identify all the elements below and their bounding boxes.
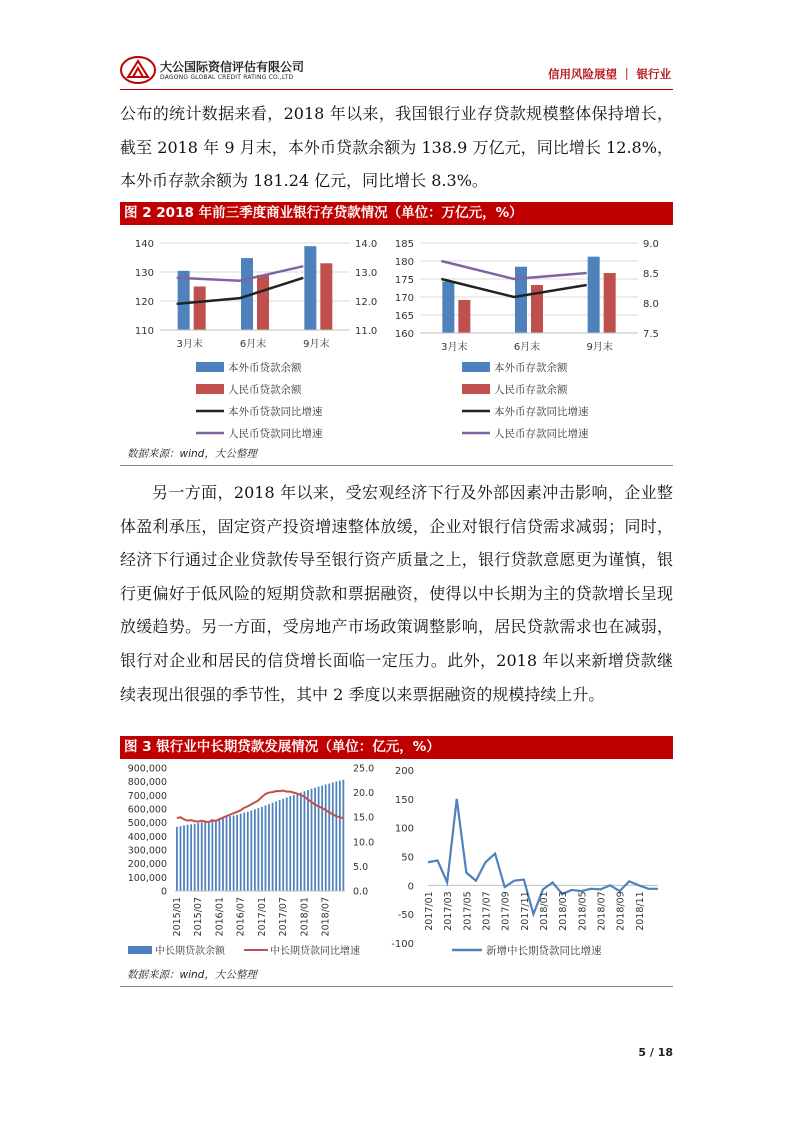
bar-中长期贷款余额 [194,824,196,891]
legend-label: 中长期贷款余额 [155,946,225,957]
fig3-newloans-chart [390,760,673,965]
bar-中长期贷款余额 [311,789,313,891]
y-right-tick-label: 25.0 [353,763,375,775]
bar-中长期贷款余额 [321,786,323,891]
bar-中长期贷款余额 [272,803,274,891]
bar-中长期贷款余额 [268,804,270,891]
y-left-tick-label: 600,000 [127,804,167,816]
bar-中长期贷款余额 [307,790,309,891]
bar-中长期贷款余额 [208,821,210,891]
x-tick-label: 3月末 [441,342,468,353]
bar-中长期贷款余额 [250,811,252,891]
fig2-loans-chart [120,228,385,443]
y-tick-label: -50 [397,910,414,922]
y-left-tick-label: 900,000 [127,763,167,775]
bar-中长期贷款余额 [180,826,182,891]
paragraph-1 [120,97,673,198]
bar-中长期贷款余额 [215,820,217,891]
bar-人民币贷款余额 [194,287,206,331]
x-tick-label: 6月末 [239,339,267,350]
bar-中长期贷款余额 [183,825,185,891]
bar-本外币存款余额 [442,282,454,333]
figure-3-rule [120,986,673,987]
bar-中长期贷款余额 [343,780,345,891]
y-right-tick-label: 12.0 [355,297,378,308]
bar-人民币贷款余额 [257,275,269,330]
x-tick-label: 2018/07 [596,891,608,931]
bar-中长期贷款余额 [279,800,281,891]
x-tick-label: 2018/09 [615,891,627,931]
figure-2-source: 数据来源：wind，大公整理 [127,448,257,460]
bar-中长期贷款余额 [236,815,238,891]
x-tick-label: 2017/01 [256,897,268,937]
page-number: 5 / 18 [638,1046,673,1059]
bar-中长期贷款余额 [233,815,235,891]
x-tick-label: 2018/03 [558,891,570,931]
y-tick-label: 0 [407,881,414,893]
figure-2-title: 图 2 2018 年前三季度商业银行存贷款情况（单位：万亿元，%） [120,202,673,225]
x-tick-label: 2018/07 [320,897,332,937]
x-tick-label: 2017/07 [278,897,290,937]
legend-label: 新增中长期贷款同比增速 [486,945,602,957]
paragraph-1-text: 公布的统计数据来看，2018 年以来，我国银行业存贷款规模整体保持增长，截至 2018 年 9 月末，本外币贷款余额为 138.9 万亿元，同比增长 12.8%，本外币存款余额为 181.24 亿元，同比增长 8.3%。 [120,104,673,191]
legend-swatch [462,384,490,394]
y-left-tick-label: 800,000 [127,777,167,789]
line-人民币存款同比增速 [441,261,586,279]
bar-中长期贷款余额 [229,816,231,891]
bar-人民币存款余额 [458,300,470,333]
x-tick-label: 2018/11 [634,891,646,931]
y-right-tick-label: 9.0 [643,239,659,250]
y-left-tick-label: 180 [394,257,414,268]
bar-中长期贷款余额 [190,824,192,891]
bar-中长期贷款余额 [286,798,288,891]
bar-人民币存款余额 [604,273,616,333]
x-tick-label: 2017/03 [443,891,455,931]
legend-swatch [196,384,224,394]
legend-label: 人民币贷款余额 [228,384,302,396]
legend-label: 中长期贷款同比增速 [270,946,360,957]
fig2-deposits-chart [388,228,673,443]
bar-中长期贷款余额 [243,813,245,891]
y-left-tick-label: 300,000 [127,845,167,857]
legend-label: 人民币存款余额 [494,384,568,396]
bar-中长期贷款余额 [219,819,221,891]
line-本外币存款同比增速 [441,279,586,297]
legend-label: 本外币存款余额 [494,362,568,374]
figure-2-rule [120,465,673,466]
paragraph-2 [120,476,673,711]
y-right-tick-label: 10.0 [353,837,375,849]
bar-中长期贷款余额 [261,807,263,891]
bar-中长期贷款余额 [275,801,277,891]
report-title: 信用风险展望 ｜ 银行业 [547,67,671,81]
y-right-tick-label: 13.0 [355,268,378,279]
bar-中长期贷款余额 [176,827,178,891]
bar-中长期贷款余额 [293,795,295,891]
figure-3-source: 数据来源：wind，大公整理 [127,969,257,981]
legend-swatch [128,946,152,954]
bar-中长期贷款余额 [226,817,228,891]
bar-中长期贷款余额 [300,793,302,891]
y-left-tick-label: 185 [394,239,414,250]
bar-中长期贷款余额 [328,784,330,891]
bar-中长期贷款余额 [325,785,327,891]
bar-中长期贷款余额 [332,782,334,891]
header-rule [120,89,673,90]
y-right-tick-label: 11.0 [355,326,378,337]
legend-label: 人民币贷款同比增速 [228,428,323,440]
bar-中长期贷款余额 [247,812,249,891]
bar-本外币存款余额 [515,267,527,333]
y-right-tick-label: 20.0 [353,788,375,800]
legend-label: 人民币存款同比增速 [494,428,589,440]
y-left-tick-label: 100,000 [127,872,167,884]
bar-本外币存款余额 [588,257,600,333]
y-left-tick-label: 165 [394,311,414,322]
y-left-tick-label: 200,000 [127,859,167,871]
y-left-tick-label: 400,000 [127,831,167,843]
y-right-tick-label: 14.0 [355,239,378,250]
dagong-logo-icon [120,55,156,85]
x-tick-label: 9月末 [586,342,613,353]
y-right-tick-label: 5.0 [353,861,369,873]
x-tick-label: 2017/11 [519,891,531,931]
bar-中长期贷款余额 [335,782,337,891]
x-tick-label: 2016/07 [235,897,247,937]
y-right-tick-label: 8.0 [643,299,659,310]
bar-中长期贷款余额 [197,823,199,891]
y-tick-label: 50 [401,852,414,864]
x-tick-label: 2017/09 [500,891,512,931]
x-tick-label: 2018/01 [539,891,550,931]
company-name-en: DAGONG GLOBAL CREDIT RATING CO.,LTD [160,74,294,81]
x-tick-label: 9月末 [303,339,330,350]
y-left-tick-label: 170 [394,293,414,304]
paragraph-2-text: 另一方面，2018 年以来，受宏观经济下行及外部因素冲击影响，企业整体盈利承压，固定资产投资增速整体放缓，企业对银行信贷需求减弱；同时，经济下行通过企业贷款传导至银行资产质量之上，银行贷款意愿更为谨慎，银行更偏好于低风险的短期贷款和票据融资，使得以中长期为主的贷款增长呈现放缓趋势。另一方面，受房地产市场政策调整影响，居民贷款需求也在减弱，银行对企业和居民的信贷增长面临一定压力。此外，2018 年以来新增贷款继续表现出很强的季节性，其中 2 季度以来票据融资的规模持续上升。 [120,483,673,704]
y-left-tick-label: 160 [394,329,414,340]
bar-中长期贷款余额 [240,814,242,891]
x-tick-label: 2015/01 [171,897,183,937]
bar-人民币贷款余额 [320,263,332,330]
bar-中长期贷款余额 [211,820,213,891]
y-right-tick-label: 0.0 [353,886,369,898]
y-left-tick-label: 140 [134,239,154,250]
figure-3-title: 图 3 银行业中长期贷款发展情况（单位：亿元，%） [120,736,673,759]
bar-中长期贷款余额 [289,796,291,891]
bar-中长期贷款余额 [304,791,306,891]
fig3-longterm-chart [120,760,388,965]
bar-中长期贷款余额 [222,818,224,891]
legend-label: 本外币贷款同比增速 [228,406,323,418]
bar-中长期贷款余额 [339,781,341,891]
company-name-cn: 大公国际资信评估有限公司 [160,60,305,74]
y-left-tick-label: 175 [394,275,414,286]
y-tick-label: 100 [394,823,414,835]
x-tick-label: 2018/01 [299,897,311,937]
bar-中长期贷款余额 [296,794,298,891]
bar-中长期贷款余额 [187,825,189,891]
x-tick-label: 2015/07 [193,897,205,937]
bar-中长期贷款余额 [265,805,267,891]
bar-中长期贷款余额 [254,809,256,891]
legend-swatch [462,362,490,372]
legend-label: 本外币存款同比增速 [494,406,589,418]
y-left-tick-label: 0 [160,886,167,898]
y-right-tick-label: 15.0 [353,812,375,824]
bar-本外币贷款余额 [178,271,190,330]
line-人民币贷款同比增速 [177,266,304,281]
x-tick-label: 6月末 [513,342,541,353]
y-tick-label: 150 [394,794,414,806]
x-tick-label: 2016/01 [214,897,226,937]
y-right-tick-label: 8.5 [643,269,659,280]
bar-中长期贷款余额 [318,787,320,891]
y-left-tick-label: 130 [134,268,154,279]
bar-中长期贷款余额 [204,822,206,891]
y-tick-label: 200 [394,766,414,777]
legend-swatch [196,362,224,372]
y-tick-label: -100 [391,939,414,950]
bar-中长期贷款余额 [201,822,203,891]
x-tick-label: 2017/07 [481,891,493,931]
x-tick-label: 2018/05 [577,891,589,931]
bar-中长期贷款余额 [258,808,260,891]
y-right-tick-label: 7.5 [643,329,659,340]
x-tick-label: 2017/01 [424,891,435,931]
bar-中长期贷款余额 [282,799,284,891]
legend-label: 本外币贷款余额 [228,362,302,374]
y-left-tick-label: 500,000 [127,818,167,830]
x-tick-label: 3月末 [176,339,203,350]
y-left-tick-label: 110 [134,326,154,337]
y-left-tick-label: 700,000 [127,790,167,802]
x-tick-label: 2017/05 [462,891,474,931]
y-left-tick-label: 120 [134,297,154,308]
bar-本外币贷款余额 [304,246,316,330]
